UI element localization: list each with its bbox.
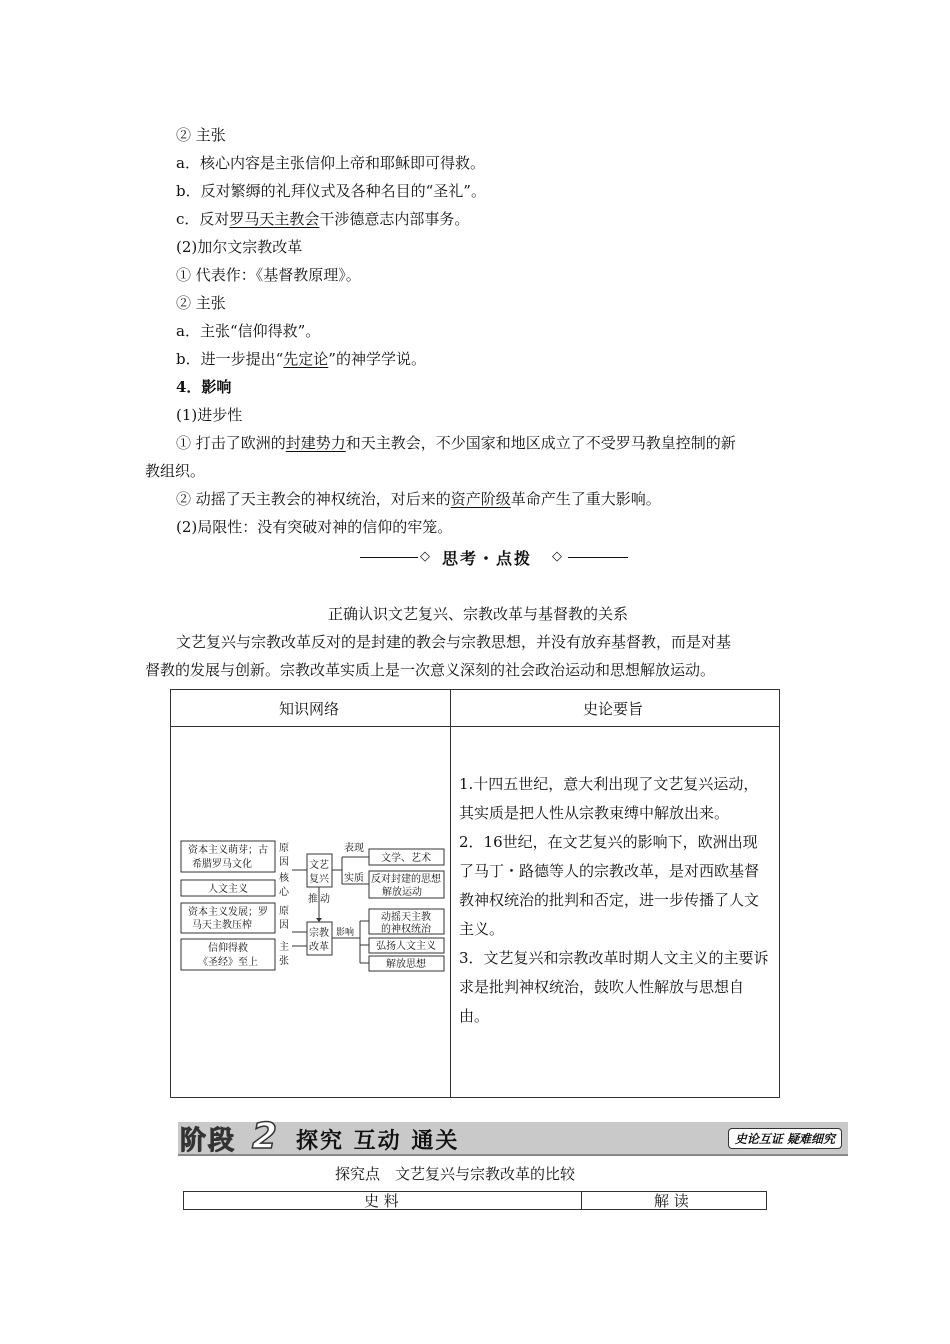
explore-table: [183, 1191, 767, 1210]
diagram-label: 改革: [309, 942, 329, 953]
stage-banner: [178, 1116, 848, 1156]
column-header-interpretation: 解 读: [654, 1192, 689, 1210]
knowledge-table: [170, 689, 780, 1098]
diagram-label: 解放思想: [386, 959, 426, 970]
diagram-label: 信仰得救: [208, 943, 248, 954]
text-span: 革命产生了重大影响。: [510, 490, 661, 508]
divider-rule: [360, 557, 418, 558]
diagram-label: 资本主义发展；罗: [188, 907, 268, 918]
stage-tag: 史论互证 疑难细究: [728, 1128, 842, 1149]
underlined-term: 封建势力: [285, 434, 346, 452]
diagram-label: 主: [279, 942, 289, 953]
stage-label: 阶段: [180, 1126, 237, 1156]
diagram-label: 希腊罗马文化: [192, 859, 252, 870]
diagram-label: 张: [279, 956, 289, 967]
diagram-label: 反对封建的思想: [371, 874, 441, 885]
text-span: ② 动摇了天主教会的神权统治，对后来的: [176, 490, 451, 508]
text-span: ① 打击了欧洲的: [176, 434, 286, 452]
text-line: a．主张“信仰得救”。: [176, 322, 321, 340]
diagram-label: 表现: [344, 843, 364, 854]
relation-paragraph: 督教的发展与创新。宗教改革实质上是一次意义深刻的社会政治运动和思想解放运动。: [145, 661, 716, 679]
table-divider: [450, 690, 451, 1097]
divider-rule: [568, 557, 628, 558]
stage-number: 2: [252, 1116, 278, 1157]
history-point: 3．文艺复兴和宗教改革时期人文主义的主要诉求是批判神权统治，鼓吹人性解放与思想自由。: [459, 949, 769, 1025]
text-line: 教组织。: [145, 462, 206, 480]
diagram-label: 动摇天主教: [381, 912, 431, 923]
diagram-connector: [292, 932, 307, 946]
diagram-label: 资本主义萌芽；古: [188, 845, 268, 856]
text-line: [176, 433, 736, 453]
text-line: [176, 489, 661, 509]
diagram-label: 推: [308, 894, 318, 905]
text-span: 和天主教会，不少国家和地区成立了不受罗马教皇控制的新: [345, 434, 736, 452]
text-line: b．反对繁缛的礼拜仪式及各种名目的“圣礼”。: [176, 182, 486, 200]
column-header-points: 史论要旨: [583, 700, 644, 718]
diagram-label: 的神权统治: [381, 924, 431, 935]
text-line: [176, 349, 426, 369]
text-line: ② 主张: [176, 126, 226, 144]
history-point: 2．16世纪，在文艺复兴的影响下，欧洲出现了马丁・路德等人的宗教改革，是对西欧基督教神权统治的批判和否定，进一步传播了人文主义。: [459, 833, 760, 938]
diagram-label: 因: [279, 857, 289, 868]
think-divider: [360, 546, 628, 568]
text-span: 干涉德意志内部事务。: [319, 210, 470, 228]
diagram-label: 因: [279, 920, 289, 931]
text-span: c．反对: [176, 210, 230, 228]
diagram-label: 《圣经》至上: [198, 957, 258, 968]
knowledge-network-diagram: [180, 838, 450, 978]
table-divider: [171, 726, 779, 727]
diagram-label: 核: [279, 873, 289, 884]
relation-title: 正确认识文艺复兴、宗教改革与基督教的关系: [328, 605, 629, 623]
relation-paragraph: 文艺复兴与宗教改革反对的是封建的教会与宗教思想，并没有放弃基督教，而是对基: [176, 633, 732, 651]
text-line: [176, 209, 469, 229]
diamond-icon: ◇: [552, 549, 562, 564]
diagram-label: 动: [320, 894, 330, 905]
diagram-label: 影响: [336, 928, 355, 938]
text-span: b．进一步提出“: [176, 350, 284, 368]
text-line: (2)局限性：没有突破对神的信仰的牢笼。: [176, 518, 453, 536]
history-point: 1.十四五世纪，意大利出现了文艺复兴运动，其实质是把人性从宗教束缚中解放出来。: [459, 775, 759, 822]
diagram-label: 心: [279, 887, 289, 898]
diagram-label: 原: [279, 906, 289, 917]
diagram-label: 宗教: [309, 928, 329, 939]
underlined-term: 先定论: [283, 350, 329, 368]
column-header-network: 知识网络: [279, 700, 340, 718]
diagram-label: 人文主义: [208, 884, 248, 895]
diagram-label: 文学、艺术: [381, 853, 431, 864]
diagram-label: 原: [279, 843, 289, 854]
stage-title: 探究 互动 通关: [296, 1128, 460, 1154]
diagram-label: 复兴: [309, 874, 329, 885]
diagram-label: 解放运动: [382, 887, 422, 898]
diagram-label: 实质: [344, 873, 364, 884]
diagram-label: 马天主教压榨: [192, 920, 252, 931]
diamond-icon: ◇: [420, 549, 430, 564]
text-line: (2)加尔文宗教改革: [176, 238, 303, 256]
table-divider: [581, 1192, 582, 1209]
text-span: ”的神学学说。: [328, 350, 426, 368]
diagram-label: 文艺: [309, 860, 329, 871]
underlined-term: 资产阶级: [450, 490, 511, 508]
underlined-term: 罗马天主教会: [229, 210, 320, 228]
text-line: ② 主张: [176, 294, 226, 312]
text-line: a．核心内容是主张信仰上帝和耶稣即可得救。: [176, 154, 485, 172]
explore-title: 探究点 文艺复兴与宗教改革的比较: [335, 1165, 576, 1183]
diagram-label: 弘扬人文主义: [376, 941, 436, 952]
column-header-sources: 史 料: [364, 1192, 399, 1210]
section-heading: 4．影响: [176, 378, 232, 396]
think-title: 思考・点拨: [442, 549, 533, 568]
text-line: ① 代表作：《基督教原理》。: [176, 266, 361, 284]
arrow-icon: [316, 918, 322, 922]
text-line: (1)进步性: [176, 406, 243, 424]
history-points: [459, 770, 769, 1031]
